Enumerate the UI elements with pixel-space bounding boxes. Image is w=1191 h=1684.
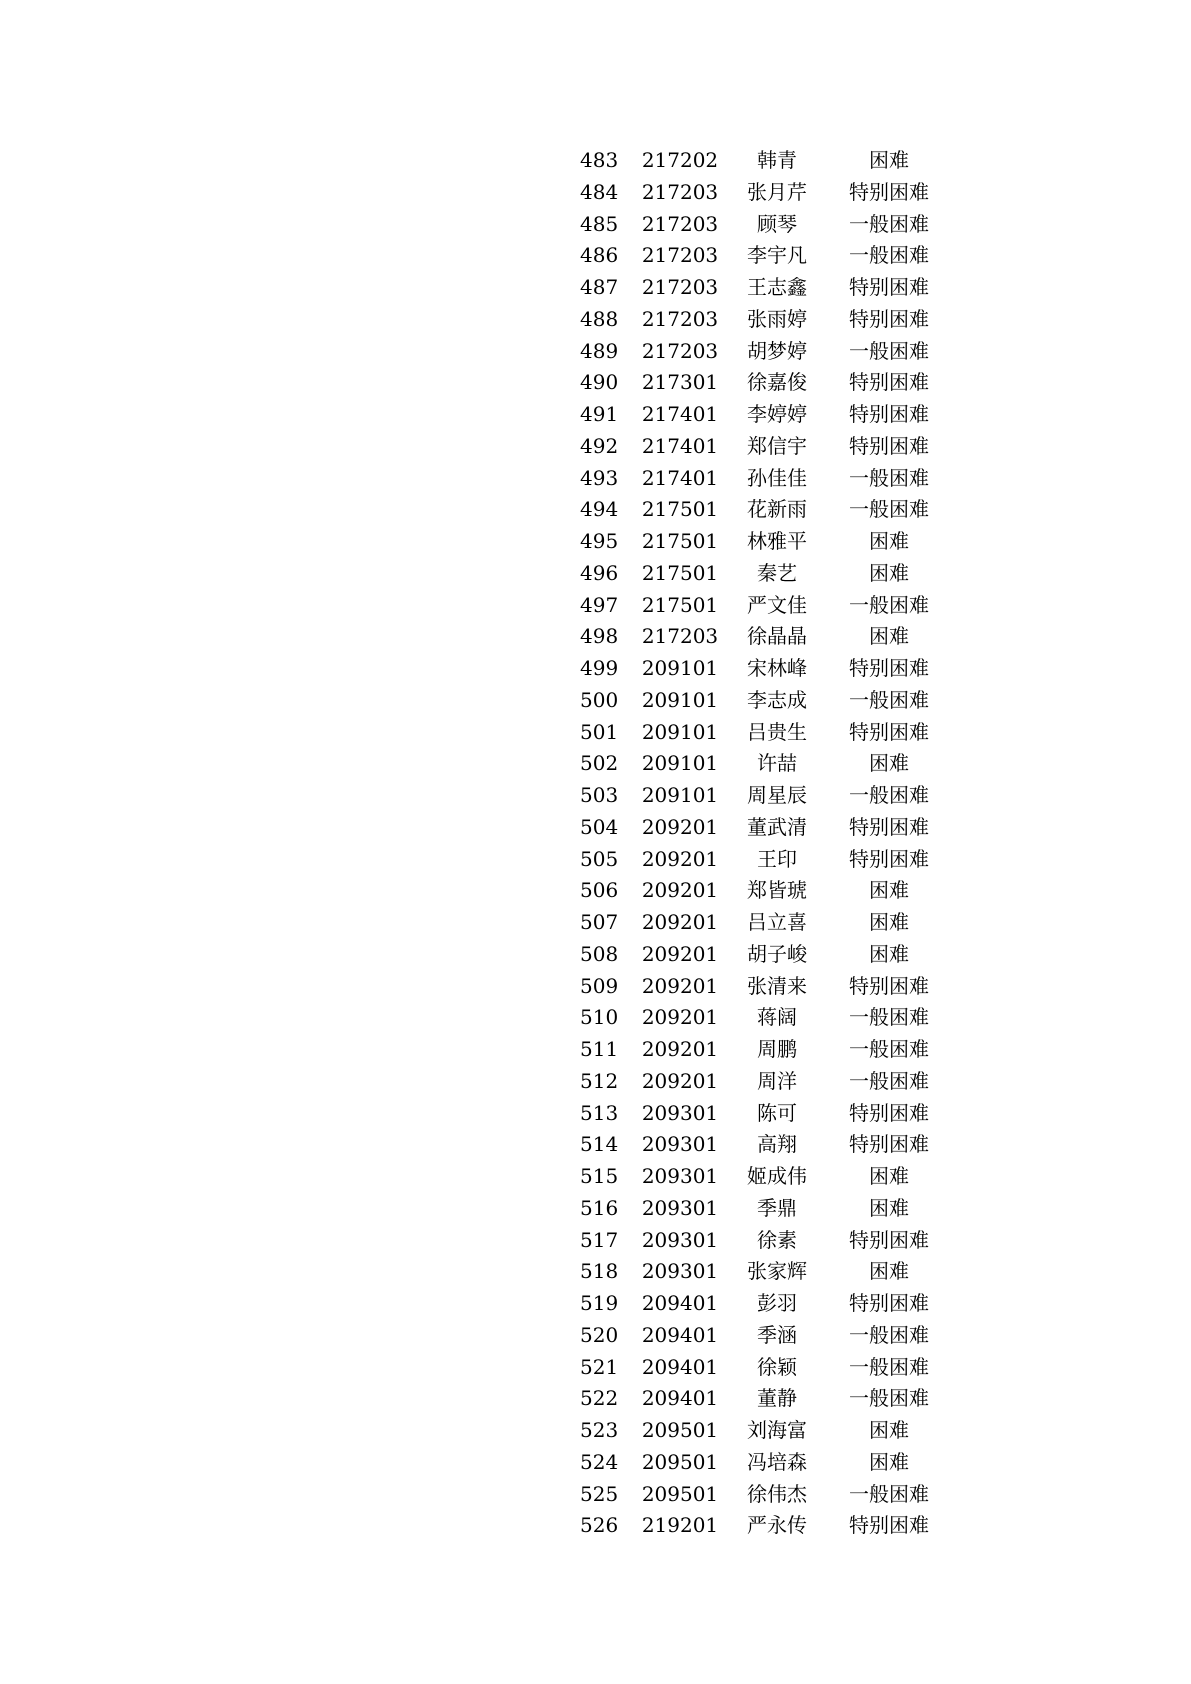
student-name: 李宇凡 bbox=[747, 243, 807, 268]
class-code: 217203 bbox=[641, 306, 719, 331]
class-code: 209201 bbox=[641, 1005, 719, 1030]
row-number: 492 bbox=[580, 433, 619, 458]
difficulty-level: 一般困难 bbox=[849, 687, 929, 712]
difficulty-level: 困难 bbox=[869, 1195, 909, 1220]
table-row bbox=[580, 1161, 950, 1193]
row-number: 508 bbox=[580, 941, 619, 966]
student-name: 董静 bbox=[757, 1386, 797, 1411]
table-row bbox=[580, 399, 950, 431]
difficulty-level: 一般困难 bbox=[849, 338, 929, 363]
table-row bbox=[580, 209, 950, 241]
class-code: 209301 bbox=[641, 1164, 719, 1188]
table-row bbox=[580, 780, 950, 812]
class-code: 217202 bbox=[641, 148, 719, 172]
class-code: 209201 bbox=[641, 973, 719, 998]
table-row bbox=[580, 939, 950, 971]
table-row bbox=[580, 621, 950, 653]
class-code: 209101 bbox=[641, 751, 719, 776]
row-number: 498 bbox=[580, 624, 619, 649]
student-name: 李志成 bbox=[747, 687, 807, 712]
student-name: 徐嘉俊 bbox=[747, 370, 807, 395]
difficulty-level: 困难 bbox=[869, 148, 909, 172]
table-row bbox=[580, 1098, 950, 1130]
difficulty-level: 一般困难 bbox=[849, 497, 929, 522]
row-number: 486 bbox=[580, 243, 619, 268]
student-name: 秦艺 bbox=[757, 560, 797, 585]
class-code: 209501 bbox=[641, 1418, 719, 1442]
row-number: 484 bbox=[580, 179, 619, 204]
class-code: 209201 bbox=[641, 1068, 719, 1093]
difficulty-level: 特别困难 bbox=[849, 402, 929, 426]
table-row bbox=[580, 177, 950, 209]
student-name: 许喆 bbox=[757, 751, 797, 776]
difficulty-level: 特别困难 bbox=[849, 370, 929, 395]
difficulty-level: 一般困难 bbox=[849, 1354, 929, 1379]
table-row bbox=[580, 1256, 950, 1288]
student-name: 王印 bbox=[757, 846, 797, 871]
table-row bbox=[580, 240, 950, 272]
student-name: 严文佳 bbox=[747, 592, 807, 617]
class-code: 209101 bbox=[641, 719, 719, 744]
student-name: 周鹏 bbox=[757, 1037, 797, 1061]
student-name: 严永传 bbox=[747, 1513, 807, 1538]
difficulty-level: 一般困难 bbox=[849, 465, 929, 490]
table-row bbox=[580, 1479, 950, 1511]
student-name: 林雅平 bbox=[747, 529, 807, 553]
student-name: 姬成伟 bbox=[747, 1164, 807, 1188]
student-name: 张月芹 bbox=[747, 179, 807, 204]
difficulty-level: 一般困难 bbox=[849, 1386, 929, 1411]
row-number: 513 bbox=[580, 1100, 619, 1125]
row-number: 517 bbox=[580, 1227, 619, 1252]
difficulty-level: 困难 bbox=[869, 910, 909, 934]
difficulty-level: 一般困难 bbox=[849, 1481, 929, 1506]
difficulty-level: 特别困难 bbox=[849, 1227, 929, 1252]
student-name: 张家辉 bbox=[747, 1259, 807, 1284]
student-name: 花新雨 bbox=[747, 497, 807, 522]
difficulty-level: 特别困难 bbox=[849, 179, 929, 204]
row-number: 511 bbox=[580, 1037, 619, 1061]
difficulty-level: 一般困难 bbox=[849, 1068, 929, 1093]
difficulty-level: 困难 bbox=[869, 529, 909, 553]
student-name: 韩青 bbox=[757, 148, 797, 172]
difficulty-level: 困难 bbox=[869, 1259, 909, 1284]
difficulty-level: 特别困难 bbox=[849, 1291, 929, 1315]
row-number: 500 bbox=[580, 687, 619, 712]
row-number: 494 bbox=[580, 497, 619, 522]
difficulty-level: 特别困难 bbox=[849, 1100, 929, 1125]
class-code: 209301 bbox=[641, 1195, 719, 1220]
table-row bbox=[580, 336, 950, 368]
class-code: 217401 bbox=[641, 433, 719, 458]
roster-body bbox=[580, 145, 950, 1542]
student-name: 刘海富 bbox=[747, 1418, 807, 1442]
table-row bbox=[580, 717, 950, 749]
row-number: 509 bbox=[580, 973, 619, 998]
student-name: 王志鑫 bbox=[747, 275, 807, 299]
difficulty-level: 困难 bbox=[869, 1164, 909, 1188]
row-number: 525 bbox=[580, 1481, 619, 1506]
student-name: 张清来 bbox=[747, 973, 807, 998]
class-code: 217501 bbox=[641, 592, 719, 617]
class-code: 209401 bbox=[641, 1354, 719, 1379]
row-number: 521 bbox=[580, 1354, 619, 1379]
student-name: 周星辰 bbox=[747, 783, 807, 807]
row-number: 489 bbox=[580, 338, 619, 363]
row-number: 512 bbox=[580, 1068, 619, 1093]
student-name: 宋林峰 bbox=[747, 656, 807, 680]
class-code: 217501 bbox=[641, 497, 719, 522]
class-code: 217301 bbox=[641, 370, 719, 395]
class-code: 209201 bbox=[641, 941, 719, 966]
class-code: 217203 bbox=[641, 338, 719, 363]
class-code: 209101 bbox=[641, 783, 719, 807]
row-number: 522 bbox=[580, 1386, 619, 1411]
student-name: 徐颖 bbox=[757, 1354, 797, 1379]
row-number: 490 bbox=[580, 370, 619, 395]
table-row bbox=[580, 812, 950, 844]
row-number: 526 bbox=[580, 1513, 619, 1538]
class-code: 209301 bbox=[641, 1100, 719, 1125]
row-number: 488 bbox=[580, 306, 619, 331]
row-number: 483 bbox=[580, 148, 619, 172]
difficulty-level: 特别困难 bbox=[849, 719, 929, 744]
difficulty-level: 困难 bbox=[869, 624, 909, 649]
class-code: 209501 bbox=[641, 1481, 719, 1506]
student-name: 郑信宇 bbox=[747, 433, 807, 458]
table-row bbox=[580, 1447, 950, 1479]
table-row bbox=[580, 463, 950, 495]
difficulty-level: 一般困难 bbox=[849, 1005, 929, 1030]
class-code: 217501 bbox=[641, 560, 719, 585]
difficulty-level: 困难 bbox=[869, 1449, 909, 1474]
class-code: 209401 bbox=[641, 1386, 719, 1411]
table-row bbox=[580, 1002, 950, 1034]
difficulty-level: 一般困难 bbox=[849, 243, 929, 268]
class-code: 209301 bbox=[641, 1132, 719, 1157]
class-code: 209301 bbox=[641, 1259, 719, 1284]
student-name: 胡梦婷 bbox=[747, 338, 807, 363]
class-code: 219201 bbox=[641, 1513, 719, 1538]
student-name: 陈可 bbox=[757, 1100, 797, 1125]
student-name: 李婷婷 bbox=[747, 402, 807, 426]
student-name: 高翔 bbox=[757, 1132, 797, 1157]
class-code: 217203 bbox=[641, 243, 719, 268]
student-name: 郑皆琥 bbox=[747, 878, 807, 903]
row-number: 502 bbox=[580, 751, 619, 776]
table-row bbox=[580, 1383, 950, 1415]
row-number: 504 bbox=[580, 814, 619, 839]
class-code: 217203 bbox=[641, 211, 719, 236]
class-code: 209401 bbox=[641, 1322, 719, 1347]
difficulty-level: 困难 bbox=[869, 878, 909, 903]
row-number: 491 bbox=[580, 402, 619, 426]
roster-table bbox=[580, 145, 950, 1542]
student-name: 冯培森 bbox=[747, 1449, 807, 1474]
table-row bbox=[580, 1320, 950, 1352]
student-name: 吕立喜 bbox=[747, 910, 807, 934]
difficulty-level: 一般困难 bbox=[849, 1037, 929, 1061]
class-code: 209401 bbox=[641, 1291, 719, 1315]
student-name: 胡子峻 bbox=[747, 941, 807, 966]
table-row bbox=[580, 272, 950, 304]
difficulty-level: 特别困难 bbox=[849, 433, 929, 458]
row-number: 497 bbox=[580, 592, 619, 617]
row-number: 505 bbox=[580, 846, 619, 871]
student-name: 彭羽 bbox=[757, 1291, 797, 1315]
difficulty-level: 特别困难 bbox=[849, 1132, 929, 1157]
table-row bbox=[580, 1288, 950, 1320]
difficulty-level: 特别困难 bbox=[849, 306, 929, 331]
table-row bbox=[580, 1193, 950, 1225]
difficulty-level: 特别困难 bbox=[849, 275, 929, 299]
class-code: 209101 bbox=[641, 687, 719, 712]
table-row bbox=[580, 590, 950, 622]
row-number: 507 bbox=[580, 910, 619, 934]
student-name: 孙佳佳 bbox=[747, 465, 807, 490]
table-row bbox=[580, 653, 950, 685]
student-name: 董武清 bbox=[747, 814, 807, 839]
table-row bbox=[580, 1066, 950, 1098]
row-number: 495 bbox=[580, 529, 619, 553]
class-code: 217401 bbox=[641, 402, 719, 426]
difficulty-level: 一般困难 bbox=[849, 211, 929, 236]
class-code: 209301 bbox=[641, 1227, 719, 1252]
table-row bbox=[580, 875, 950, 907]
difficulty-level: 特别困难 bbox=[849, 973, 929, 998]
row-number: 523 bbox=[580, 1418, 619, 1442]
difficulty-level: 困难 bbox=[869, 941, 909, 966]
row-number: 520 bbox=[580, 1322, 619, 1347]
table-row bbox=[580, 1352, 950, 1384]
row-number: 516 bbox=[580, 1195, 619, 1220]
row-number: 519 bbox=[580, 1291, 619, 1315]
row-number: 503 bbox=[580, 783, 619, 807]
class-code: 209201 bbox=[641, 814, 719, 839]
table-row bbox=[580, 145, 950, 177]
difficulty-level: 一般困难 bbox=[849, 1322, 929, 1347]
table-row bbox=[580, 367, 950, 399]
difficulty-level: 困难 bbox=[869, 751, 909, 776]
table-row bbox=[580, 1510, 950, 1542]
class-code: 217401 bbox=[641, 465, 719, 490]
class-code: 209201 bbox=[641, 846, 719, 871]
student-name: 徐晶晶 bbox=[747, 624, 807, 649]
table-row bbox=[580, 1129, 950, 1161]
class-code: 209201 bbox=[641, 1037, 719, 1061]
table-row bbox=[580, 685, 950, 717]
class-code: 217203 bbox=[641, 624, 719, 649]
student-name: 蒋阔 bbox=[757, 1005, 797, 1030]
row-number: 514 bbox=[580, 1132, 619, 1157]
class-code: 209101 bbox=[641, 656, 719, 680]
difficulty-level: 特别困难 bbox=[849, 814, 929, 839]
student-name: 吕贵生 bbox=[747, 719, 807, 744]
student-name: 季涵 bbox=[757, 1322, 797, 1347]
table-row bbox=[580, 971, 950, 1003]
difficulty-level: 特别困难 bbox=[849, 846, 929, 871]
difficulty-level: 特别困难 bbox=[849, 656, 929, 680]
row-number: 499 bbox=[580, 656, 619, 680]
row-number: 501 bbox=[580, 719, 619, 744]
row-number: 524 bbox=[580, 1449, 619, 1474]
table-row bbox=[580, 1415, 950, 1447]
table-row bbox=[580, 494, 950, 526]
row-number: 506 bbox=[580, 878, 619, 903]
row-number: 510 bbox=[580, 1005, 619, 1030]
student-name: 顾琴 bbox=[757, 211, 797, 236]
table-row bbox=[580, 526, 950, 558]
table-row bbox=[580, 907, 950, 939]
row-number: 515 bbox=[580, 1164, 619, 1188]
difficulty-level: 一般困难 bbox=[849, 592, 929, 617]
difficulty-level: 困难 bbox=[869, 1418, 909, 1442]
row-number: 485 bbox=[580, 211, 619, 236]
difficulty-level: 困难 bbox=[869, 560, 909, 585]
student-name: 张雨婷 bbox=[747, 306, 807, 331]
class-code: 209201 bbox=[641, 878, 719, 903]
student-name: 徐素 bbox=[757, 1227, 797, 1252]
table-row bbox=[580, 1225, 950, 1257]
class-code: 217203 bbox=[641, 179, 719, 204]
row-number: 487 bbox=[580, 275, 619, 299]
class-code: 217203 bbox=[641, 275, 719, 299]
table-row bbox=[580, 1034, 950, 1066]
table-row bbox=[580, 431, 950, 463]
row-number: 518 bbox=[580, 1259, 619, 1284]
class-code: 209501 bbox=[641, 1449, 719, 1474]
class-code: 217501 bbox=[641, 529, 719, 553]
table-row bbox=[580, 304, 950, 336]
difficulty-level: 一般困难 bbox=[849, 783, 929, 807]
student-name: 徐伟杰 bbox=[747, 1481, 807, 1506]
row-number: 493 bbox=[580, 465, 619, 490]
student-name: 季鼎 bbox=[757, 1195, 797, 1220]
table-row bbox=[580, 558, 950, 590]
table-row bbox=[580, 844, 950, 876]
class-code: 209201 bbox=[641, 910, 719, 934]
student-name: 周洋 bbox=[757, 1068, 797, 1093]
table-row bbox=[580, 748, 950, 780]
row-number: 496 bbox=[580, 560, 619, 585]
difficulty-level: 特别困难 bbox=[849, 1513, 929, 1538]
